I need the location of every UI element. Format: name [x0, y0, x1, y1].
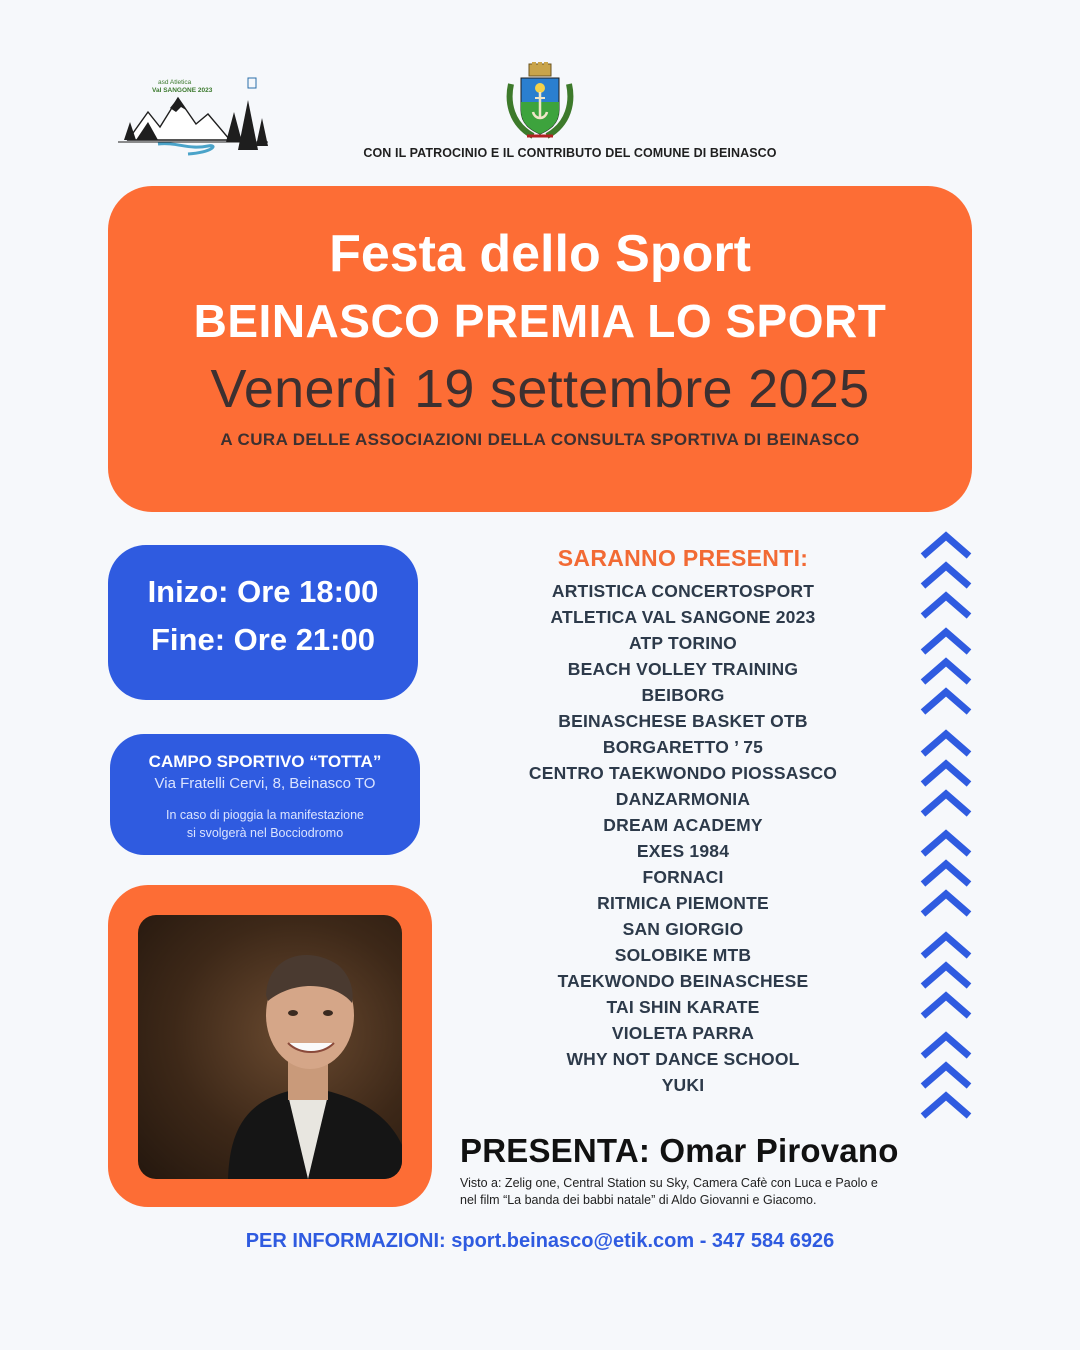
list-item: DREAM ACADEMY — [603, 815, 763, 835]
venue-name: CAMPO SPORTIVO “TOTTA” — [148, 752, 382, 771]
list-item: DANZARMONIA — [615, 789, 751, 809]
venue-address: Via Fratelli Cervi, 8, Beinasco TO — [154, 775, 376, 792]
chevron-up-icon — [923, 662, 969, 682]
chevron-up-icon — [923, 894, 969, 914]
chevron-up-icon — [923, 536, 969, 556]
list-item: CENTRO TAEKWONDO PIOSSASCO — [528, 763, 838, 783]
chevron-up-icon — [923, 794, 969, 814]
list-item: BEIBORG — [641, 685, 725, 705]
list-item: WHY NOT DANCE SCHOOL — [566, 1049, 800, 1069]
presenter-photo — [138, 915, 402, 1179]
presenter-title: PRESENTA: Omar Pirovano — [460, 1132, 899, 1169]
event-date: Venerdì 19 settembre 2025 — [210, 359, 870, 419]
logo-text-line2: Val SANGONE 2023 — [152, 87, 213, 94]
chevron-up-icon — [923, 566, 969, 586]
list-item: VIOLETA PARRA — [611, 1023, 755, 1043]
chevron-up-icon — [923, 764, 969, 784]
list-item: ATLETICA VAL SANGONE 2023 — [550, 607, 816, 627]
event-title: Festa dello Sport — [329, 225, 751, 283]
presenter-bio-line2: nel film “La banda dei babbi natale” di Aldo Giovanni e Giacomo. — [460, 1193, 817, 1207]
list-item: TAEKWONDO BEINASCHESE — [557, 971, 809, 991]
curated-by-text: A CURA DELLE ASSOCIAZIONI DELLA CONSULTA SPORTIVA DI BEINASCO — [220, 430, 860, 449]
event-subtitle: BEINASCO PREMIA LO SPORT — [193, 295, 887, 347]
list-item: TAI SHIN KARATE — [606, 997, 760, 1017]
chevron-up-icon — [923, 864, 969, 884]
list-item: BORGARETTO ’ 75 — [602, 737, 764, 757]
rain-notice-line2: si svolgerà nel Bocciodromo — [186, 826, 344, 840]
chevron-up-icon — [923, 596, 969, 616]
contact-info: PER INFORMAZIONI: sport.beinasco@etik.com - 347 584 6926 — [245, 1230, 835, 1252]
presenter-bio — [460, 1175, 960, 1209]
participants-heading: SARANNO PRESENTI: — [557, 545, 809, 571]
logo-text-line1: asd Atletica — [158, 79, 192, 86]
chevron-up-column — [918, 528, 974, 1134]
chevron-up-icon — [923, 734, 969, 754]
presenter-bio-line1: Visto a: Zelig one, Central Station su Sky, Camera Cafè con Luca e Paolo e — [460, 1176, 878, 1190]
list-item: RITMICA PIEMONTE — [597, 893, 769, 913]
chevron-up-icon — [923, 966, 969, 986]
list-item: ARTISTICA CONCERTOSPORT — [551, 581, 815, 601]
list-item: BEACH VOLLEY TRAINING — [567, 659, 799, 679]
end-time: Fine: Ore 21:00 — [151, 622, 375, 657]
list-item: SOLOBIKE MTB — [614, 945, 752, 965]
chevron-up-icon — [923, 834, 969, 854]
list-item: EXES 1984 — [636, 841, 730, 861]
chevron-up-icon — [923, 1036, 969, 1056]
comune-beinasco-crest-icon — [505, 62, 575, 144]
rain-notice — [110, 806, 420, 842]
list-item: YUKI — [661, 1075, 705, 1095]
list-item: BEINASCHESE BASKET OTB — [558, 711, 808, 731]
list-item: FORNACI — [642, 867, 724, 887]
rain-notice-line1: In caso di pioggia la manifestazione — [165, 808, 365, 822]
chevron-up-icon — [923, 692, 969, 712]
atletica-val-sangone-logo — [118, 72, 268, 156]
start-time: Inizo: Ore 18:00 — [147, 574, 379, 609]
presenter-portrait-icon — [138, 915, 402, 1179]
chevron-up-icon — [923, 936, 969, 956]
chevron-up-icon — [923, 1066, 969, 1086]
list-item: SAN GIORGIO — [622, 919, 744, 939]
patronage-text: CON IL PATROCINIO E IL CONTRIBUTO DEL COMUNE DI BEINASCO — [363, 146, 777, 160]
participants-list — [483, 578, 883, 1098]
chevron-up-icon — [923, 1096, 969, 1116]
chevron-up-icon — [923, 996, 969, 1016]
list-item: ATP TORINO — [629, 633, 737, 653]
chevron-up-icon — [923, 632, 969, 652]
